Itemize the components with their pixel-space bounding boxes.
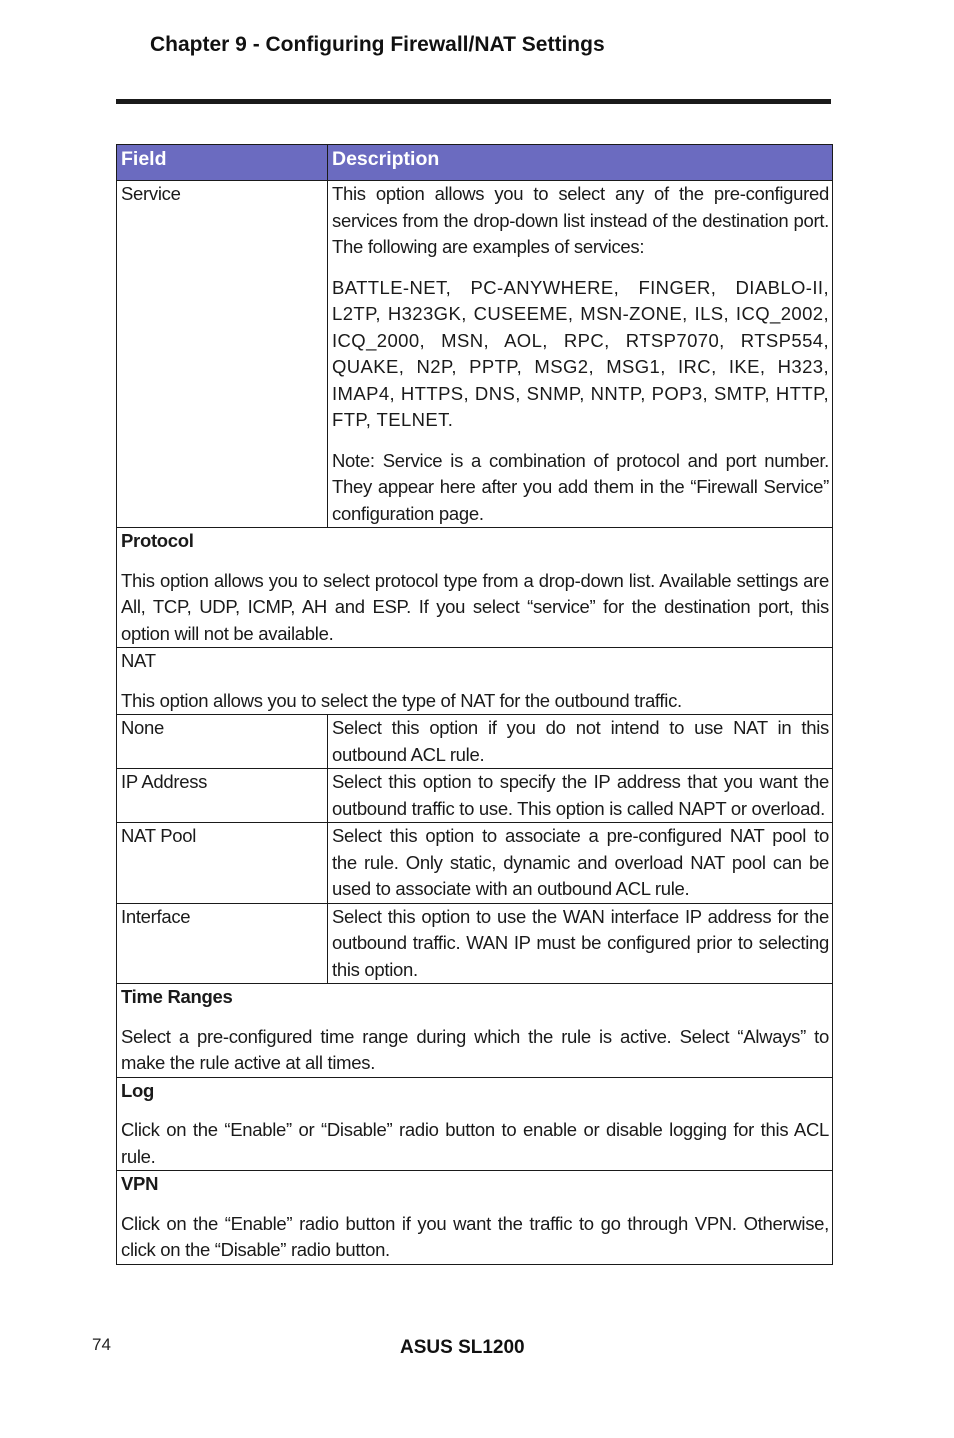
service-note: Note: Service is a combination of protocol and port number. They appear here after you add them in the “Firewall Service” configuration page.: [332, 449, 829, 524]
full-width-cell: [117, 1171, 833, 1265]
table-row: [117, 823, 833, 904]
section-body-time-ranges: Select a pre-configured time range during which the rule is active. Select “Always” to make the rule active at all times.: [121, 1025, 829, 1073]
description-cell: Select this option to use the WAN interface IP address for the outbound traffic. WAN IP must be configured prior to selecting this option.: [328, 903, 833, 984]
header-rule: [116, 99, 831, 104]
section-title-log: Log: [121, 1079, 155, 1101]
table-row: [117, 715, 833, 769]
section-body-vpn: Click on the “Enable” radio button if you want the traffic to go through VPN. Otherwise, click on the “Disable” radio button.: [121, 1212, 829, 1260]
description-cell: Select this option if you do not intend to use NAT in this outbound ACL rule.: [328, 715, 833, 769]
description-cell: Select this option to associate a pre-configured NAT pool to the rule. Only static, dynamic and overload NAT pool can be used to associate with an outbound ACL rule.: [328, 823, 833, 904]
section-body-log: Click on the “Enable” or “Disable” radio button to enable or disable logging for this ACL rule.: [121, 1119, 829, 1167]
description-column-header: Description: [328, 145, 833, 181]
section-title-nat: NAT: [121, 650, 156, 671]
service-description: This option allows you to select any of the pre-configured services from the drop-down list instead of the destination port. The following are examples of services:: [332, 183, 829, 257]
full-width-cell: [117, 1077, 833, 1171]
field-cell: Service: [117, 181, 328, 528]
table-row-nat: [117, 648, 833, 715]
field-description-table: [116, 144, 833, 1265]
table-header-row: [117, 145, 833, 181]
table-row: [117, 903, 833, 984]
section-body-protocol: This option allows you to select protocol type from a drop-down list. Available settings are All, TCP, UDP, ICMP, AH and ESP. If you select “service” for the destination port, this option will not be available.: [121, 569, 829, 644]
full-width-cell: [117, 984, 833, 1078]
description-cell: Select this option to specify the IP address that you want the outbound traffic to use. This option is called NAPT or overload.: [328, 769, 833, 823]
table-row-service: [117, 181, 833, 528]
table-row-time-ranges: [117, 984, 833, 1078]
table-row-log: [117, 1077, 833, 1171]
section-title-time-ranges: Time Ranges: [121, 986, 233, 1007]
table-row: [117, 769, 833, 823]
section-title-vpn: VPN: [121, 1173, 159, 1194]
service-examples-list: BATTLE-NET, PC-ANYWHERE, FINGER, DIABLO-II, L2TP, H323GK, CUSEEME, MSN-ZONE, ILS, ICQ_2002, ICQ_2000, MSN, AOL, RPC, RTSP7070, RTSP554, QUAKE, N2P, PPTP, MSG2, MSG1, IRC, IKE, H323, IMAP4, HTTPS, DNS, SNMP, NNTP, POP3, SMTP, HTTP, FTP, TELNET.: [332, 276, 829, 430]
table-row-vpn: [117, 1171, 833, 1265]
chapter-title: Chapter 9 - Configuring Firewall/NAT Settings: [150, 33, 605, 56]
footer-model-name: ASUS SL1200: [400, 1337, 525, 1358]
section-body-nat: This option allows you to select the type of NAT for the outbound traffic.: [121, 689, 682, 711]
field-cell: None: [117, 715, 328, 769]
description-cell: [328, 181, 833, 528]
full-width-cell: [117, 648, 833, 715]
field-cell: NAT Pool: [117, 823, 328, 904]
page-number: 74: [92, 1335, 111, 1354]
section-title-protocol: Protocol: [121, 530, 194, 551]
field-column-header: Field: [117, 145, 328, 181]
field-cell: IP Address: [117, 769, 328, 823]
table-row-protocol: [117, 528, 833, 648]
field-cell: Interface: [117, 903, 328, 984]
full-width-cell: [117, 528, 833, 648]
